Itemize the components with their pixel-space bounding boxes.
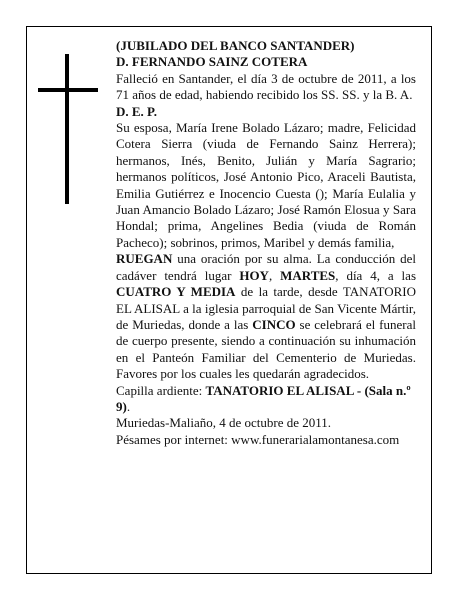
rip-line: D. E. P. [116, 103, 158, 119]
cross-icon [38, 54, 98, 204]
chapel-end: . [126, 398, 131, 414]
cross-horizontal-bar [38, 88, 98, 92]
death-notice: Falleció en Santander, el día 3 de octubre de 2011, a los 71 años de edad, habiendo recibido los SS. SS. y la B. A. [116, 70, 416, 103]
family-list: Su esposa, María Irene Bolado Lázaro; madre, Felicidad Cotera Sierra (viuda de Fernando Sainz Herrera); hermanos, Inés, Benito, Julián y María Sagrario; hermanos políticos, José Antonio Pico, Araceli Bautista, Emilia Gutiérrez e Inocencio Cuesta (); María Eulalia y Juan Amancio Bolado Lázaro; José Ramón Elosua y Sara Hondal; prima, Angelines Bedia (viuda de Román Pacheco); sobrinos, primos, Maribel y demás familia, [116, 120, 416, 250]
hora: CUATRO Y MEDIA [116, 284, 236, 300]
funeral-request [116, 251, 416, 382]
request-text-1: una oración por su alma. La conducción del cadáver tendrá lugar [116, 251, 416, 283]
cross-vertical-bar [65, 54, 69, 204]
condolences-line: Pésames por internet: www.funerarialamontanesa.com [116, 431, 400, 447]
martes: MARTES [280, 267, 336, 283]
request-text-2: , día 4, a las [335, 267, 416, 283]
header-line: (JUBILADO DEL BANCO SANTANDER) [116, 38, 355, 53]
hoy: HOY [239, 267, 269, 283]
cinco: CINCO [252, 316, 296, 332]
request-text-3: de la tarde, desde TANATORIO EL ALISAL a la iglesia parroquial de San Vicente Mártir, de Muriedas, donde a las [116, 284, 416, 332]
chapel-line [116, 383, 416, 416]
place-date: Muriedas-Maliaño, 4 de octubre de 2011. [116, 415, 332, 431]
request-text-4: se celebrará el funeral de cuerpo presente, siendo a continuación su inhumación en el Panteón Familiar del Cementerio de Muriedas. Favores por los cuales les quedarán agradecidos. [116, 316, 416, 382]
notice-text [116, 38, 416, 448]
chapel-place: TANATORIO EL ALISAL - (Sala n.º 9) [116, 382, 411, 414]
ruegan: RUEGAN [116, 251, 173, 267]
chapel-label: Capilla ardiente: [116, 382, 206, 398]
deceased-name: D. FERNANDO SAINZ COTERA [116, 54, 308, 70]
request-comma: , [268, 267, 281, 283]
